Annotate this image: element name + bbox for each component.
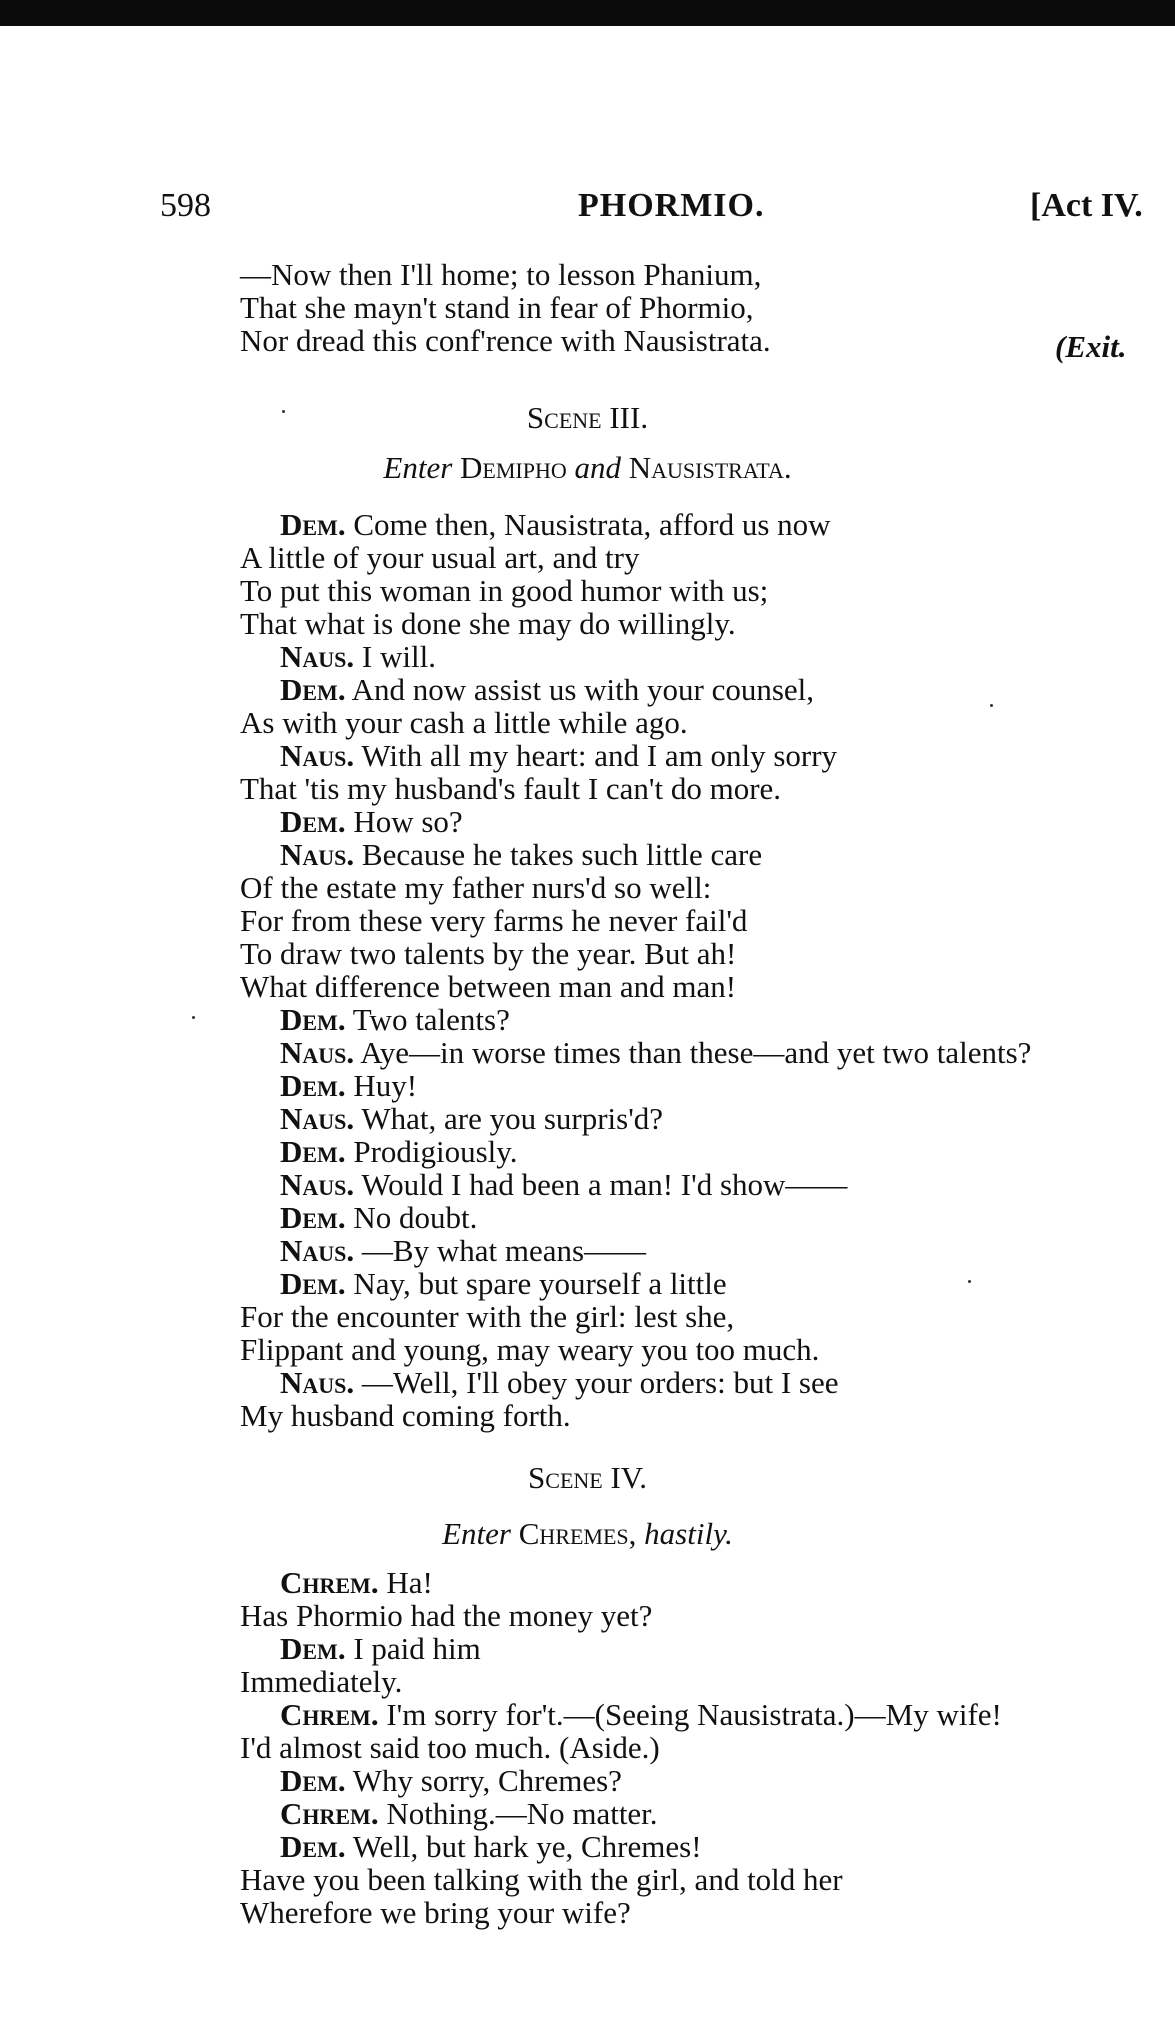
line-text: A little of your usual art, and try bbox=[240, 540, 640, 575]
speaker-name: Dem. bbox=[280, 1829, 346, 1864]
verse-line bbox=[240, 871, 1031, 904]
line-text: With all my heart: and I am only sorry bbox=[361, 738, 838, 773]
line-text: Huy! bbox=[353, 1068, 418, 1103]
line-text: I'm sorry for't.—(Seeing Nausistrata.)—My wife! bbox=[386, 1697, 1002, 1732]
scene-3-heading: Scene III. bbox=[526, 400, 649, 435]
line-text: As with your cash a little while ago. bbox=[240, 705, 688, 740]
line-text: That what is done she may do willingly. bbox=[240, 606, 736, 641]
act-marker: [Act IV. bbox=[1030, 187, 1143, 224]
verse-line bbox=[240, 706, 1031, 739]
speech-line bbox=[240, 1797, 1002, 1830]
line-text: For from these very farms he never fail'd bbox=[240, 903, 748, 938]
speck bbox=[968, 1280, 971, 1283]
line-text: —Well, I'll obey your orders: but I see bbox=[361, 1365, 839, 1400]
verse-line bbox=[240, 970, 1031, 1003]
speaker-name: Naus. bbox=[280, 1035, 355, 1070]
scene-3-stage-direction bbox=[0, 448, 1175, 488]
speaker-name: Chrem. bbox=[280, 1796, 379, 1831]
speech-line bbox=[240, 739, 1031, 772]
line-text: Well, but hark ye, Chremes! bbox=[352, 1829, 702, 1864]
speech-line bbox=[240, 1135, 1031, 1168]
scene-4-heading: Scene IV. bbox=[528, 1460, 647, 1495]
speaker-name: Naus. bbox=[280, 837, 355, 872]
speaker-name: Dem. bbox=[280, 1002, 346, 1037]
line-text: Prodigiously. bbox=[353, 1134, 518, 1169]
verse-line bbox=[240, 1896, 1002, 1929]
speech-line bbox=[240, 640, 1031, 673]
speaker-name: Naus. bbox=[280, 1101, 355, 1136]
speaker-name: Dem. bbox=[280, 1068, 346, 1103]
line-text: Because he takes such little care bbox=[361, 837, 763, 872]
line-text: My husband coming forth. bbox=[240, 1398, 571, 1433]
speaker-name: Naus. bbox=[280, 738, 355, 773]
verse-line bbox=[240, 1300, 1031, 1333]
speaker-name: Dem. bbox=[280, 1763, 346, 1798]
speech-line bbox=[240, 508, 1031, 541]
speech-line bbox=[240, 838, 1031, 871]
verse-line bbox=[240, 541, 1031, 574]
speaker-name: Dem. bbox=[280, 1631, 346, 1666]
speech-line bbox=[240, 1102, 1031, 1135]
line-text: For the encounter with the girl: lest she, bbox=[240, 1299, 735, 1334]
verse-line bbox=[240, 574, 1031, 607]
speech-line bbox=[240, 1566, 1002, 1599]
line-text: Wherefore we bring your wife? bbox=[240, 1895, 631, 1930]
line-text: Two talents? bbox=[352, 1002, 510, 1037]
speech-line bbox=[240, 1830, 1002, 1863]
speaker-name: Chrem. bbox=[280, 1565, 379, 1600]
speech-line bbox=[240, 1036, 1031, 1069]
verse-line bbox=[240, 1863, 1002, 1896]
line-text: How so? bbox=[353, 804, 463, 839]
speech-line bbox=[240, 673, 1031, 706]
line-text: Would I had been a man! I'd show—— bbox=[361, 1167, 848, 1202]
manner-word: hastily. bbox=[644, 1516, 733, 1551]
line-text: I paid him bbox=[353, 1631, 481, 1666]
line-text: Nay, but spare yourself a little bbox=[353, 1266, 727, 1301]
scene-4-stage-direction bbox=[0, 1514, 1175, 1554]
verse-line bbox=[240, 772, 1031, 805]
speech-line bbox=[240, 1267, 1031, 1300]
line-text: Of the estate my father nurs'd so well: bbox=[240, 870, 712, 905]
speaker-name: Naus. bbox=[280, 639, 355, 674]
speech-line bbox=[240, 805, 1031, 838]
line-text: To put this woman in good humor with us; bbox=[240, 573, 769, 608]
speaker-name: Dem. bbox=[280, 1134, 346, 1169]
speck bbox=[282, 410, 285, 413]
scene-3-dialogue bbox=[240, 508, 1031, 1432]
verse-line: That she mayn't stand in fear of Phormio, bbox=[240, 290, 754, 325]
speech-line bbox=[240, 1168, 1031, 1201]
line-text: Have you been talking with the girl, and told her bbox=[240, 1862, 843, 1897]
page-number: 598 bbox=[160, 187, 211, 224]
character-demipho: Demipho bbox=[460, 450, 567, 485]
exit-direction: (Exit. bbox=[1055, 329, 1127, 364]
speck bbox=[192, 1016, 195, 1019]
speaker-name: Dem. bbox=[280, 1266, 346, 1301]
speaker-name: Naus. bbox=[280, 1167, 355, 1202]
speaker-name: Dem. bbox=[280, 672, 346, 707]
verse-line bbox=[240, 1665, 1002, 1698]
line-text: And now assist us with your counsel, bbox=[351, 672, 815, 707]
speaker-name: Chrem. bbox=[280, 1697, 379, 1732]
line-text: That 'tis my husband's fault I can't do more. bbox=[240, 771, 782, 806]
line-text: Immediately. bbox=[240, 1664, 403, 1699]
line-text: Come then, Nausistrata, afford us now bbox=[353, 507, 831, 542]
line-text: I will. bbox=[361, 639, 436, 674]
verse-line bbox=[240, 904, 1031, 937]
verse-line bbox=[240, 1731, 1002, 1764]
line-text: Why sorry, Chremes? bbox=[352, 1763, 622, 1798]
character-nausistrata: Nausistrata. bbox=[628, 450, 792, 485]
verse-line bbox=[240, 607, 1031, 640]
verse-line bbox=[240, 1599, 1002, 1632]
speaker-name: Naus. bbox=[280, 1233, 355, 1268]
verse-line bbox=[240, 1399, 1031, 1432]
intro-verse bbox=[240, 258, 771, 357]
speech-line bbox=[240, 1234, 1031, 1267]
enter-word: Enter bbox=[383, 450, 453, 485]
and-word: and bbox=[574, 450, 621, 485]
running-title: PHORMIO. bbox=[578, 187, 765, 224]
speaker-name: Dem. bbox=[280, 804, 346, 839]
speech-line bbox=[240, 1201, 1031, 1234]
verse-line: Nor dread this conf'rence with Nausistrata. bbox=[240, 323, 771, 358]
line-text: What difference between man and man! bbox=[240, 969, 737, 1004]
line-text: To draw two talents by the year. But ah! bbox=[240, 936, 737, 971]
speaker-name: Dem. bbox=[280, 507, 346, 542]
speaker-name: Naus. bbox=[280, 1365, 355, 1400]
line-text: Ha! bbox=[386, 1565, 433, 1600]
line-text: No doubt. bbox=[353, 1200, 478, 1235]
verse-line: —Now then I'll home; to lesson Phanium, bbox=[240, 257, 762, 292]
scene-4-dialogue bbox=[240, 1566, 1002, 1929]
line-text: What, are you surpris'd? bbox=[361, 1101, 664, 1136]
speech-line bbox=[240, 1698, 1002, 1731]
verse-line bbox=[240, 937, 1031, 970]
line-text: I'd almost said too much. (Aside.) bbox=[240, 1730, 660, 1765]
speech-line bbox=[240, 1632, 1002, 1665]
enter-word: Enter bbox=[442, 1516, 511, 1551]
speck bbox=[990, 704, 993, 707]
top-border bbox=[0, 0, 1175, 26]
speech-line bbox=[240, 1366, 1031, 1399]
speech-line bbox=[240, 1069, 1031, 1102]
speech-line bbox=[240, 1003, 1031, 1036]
verse-line bbox=[240, 1333, 1031, 1366]
speech-line bbox=[240, 1764, 1002, 1797]
speaker-name: Dem. bbox=[280, 1200, 346, 1235]
character-chremes: Chremes, bbox=[518, 1516, 637, 1551]
line-text: Flippant and young, may weary you too much. bbox=[240, 1332, 820, 1367]
line-text: Has Phormio had the money yet? bbox=[240, 1598, 653, 1633]
line-text: Nothing.—No matter. bbox=[386, 1796, 658, 1831]
line-text: —By what means—— bbox=[361, 1233, 647, 1268]
line-text: Aye—in worse times than these—and yet two talents? bbox=[360, 1035, 1032, 1070]
